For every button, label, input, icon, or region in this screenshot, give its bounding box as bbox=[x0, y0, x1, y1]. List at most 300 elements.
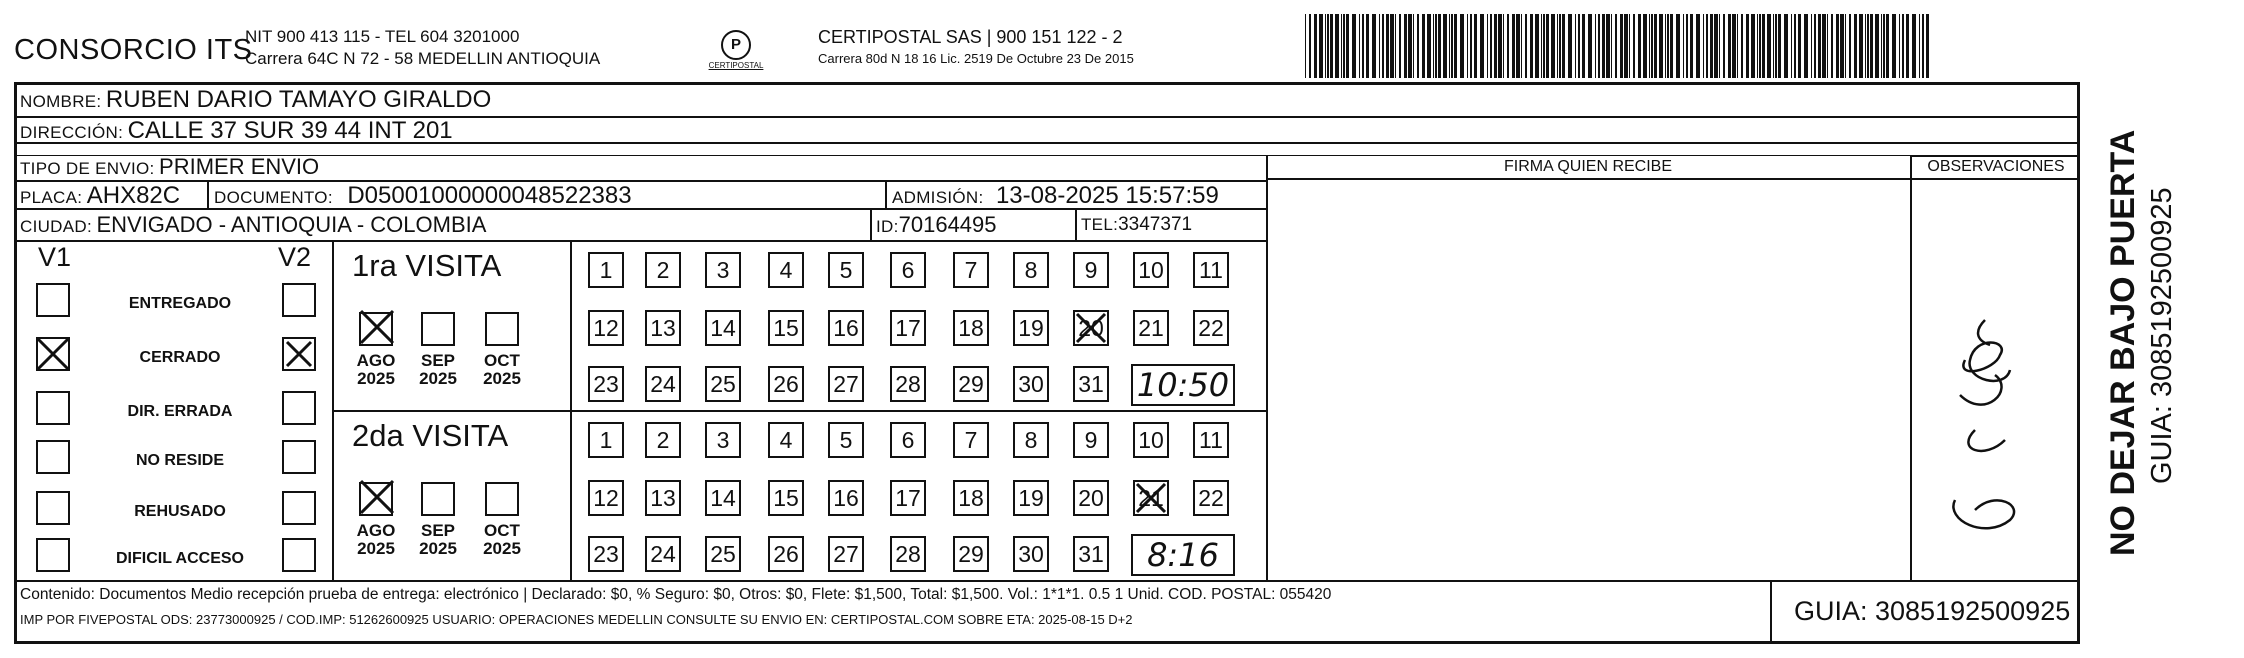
barcode-bar bbox=[1654, 14, 1657, 78]
day-box[interactable]: 18 bbox=[953, 480, 989, 516]
barcode-bar bbox=[1470, 14, 1472, 78]
ciudad-value: ENVIGADO - ANTIOQUIA - COLOMBIA bbox=[96, 212, 487, 237]
barcode-bar bbox=[1822, 14, 1826, 78]
day-box[interactable]: 23 bbox=[588, 366, 624, 402]
company-nit: NIT 900 413 115 - TEL 604 3201000 bbox=[245, 27, 520, 46]
barcode-bar bbox=[1327, 14, 1329, 78]
day-box[interactable]: 28 bbox=[890, 536, 926, 572]
month-year: 2025 bbox=[483, 369, 521, 388]
day-box[interactable]: 28 bbox=[890, 366, 926, 402]
v2-checkbox[interactable] bbox=[282, 440, 316, 474]
barcode-bar bbox=[1870, 14, 1873, 78]
day-box[interactable]: 29 bbox=[953, 366, 989, 402]
side-warning: NO DEJAR BAJO PUERTA bbox=[2104, 129, 2142, 556]
day-box[interactable]: 14 bbox=[705, 310, 741, 346]
ciudad-label: CIUDAD: bbox=[20, 217, 92, 236]
barcode-bar bbox=[1399, 14, 1401, 78]
visit-time: 8:16 bbox=[1131, 534, 1235, 576]
v2-label: V2 bbox=[278, 242, 312, 272]
barcode-bar bbox=[1624, 14, 1628, 78]
barcode-bar bbox=[1620, 14, 1623, 78]
day-box[interactable]: 9 bbox=[1073, 422, 1109, 458]
barcode-bar bbox=[1543, 14, 1545, 78]
barcode-bar bbox=[1325, 14, 1326, 78]
barcode-bar bbox=[1557, 14, 1558, 78]
barcode-bar bbox=[1912, 14, 1916, 78]
day-box[interactable]: 22 bbox=[1193, 310, 1229, 346]
barcode-bar bbox=[1382, 14, 1384, 78]
barcode-bar bbox=[1638, 14, 1641, 78]
visit-title: 1ra VISITA bbox=[352, 248, 502, 283]
day-box[interactable]: 21 bbox=[1133, 310, 1169, 346]
v1-checkbox[interactable] bbox=[36, 391, 70, 425]
month-name: OCT bbox=[484, 351, 520, 370]
v1-label: V1 bbox=[38, 242, 72, 272]
barcode-bar bbox=[1919, 14, 1920, 78]
day-box[interactable]: 19 bbox=[1013, 310, 1049, 346]
company-info bbox=[245, 26, 600, 70]
month-checkbox[interactable] bbox=[359, 482, 393, 516]
day-box[interactable]: 2 bbox=[645, 252, 681, 288]
visit-title: 2da VISITA bbox=[352, 418, 509, 453]
v2-checkbox[interactable] bbox=[282, 337, 316, 371]
courier-name: CERTIPOSTAL SAS | 900 151 122 - 2 bbox=[818, 27, 1123, 47]
barcode-bar bbox=[1615, 14, 1617, 78]
status-label: ENTREGADO bbox=[128, 295, 232, 312]
barcode-bar bbox=[1683, 14, 1684, 78]
barcode-bar bbox=[1433, 14, 1434, 78]
barcode-bar bbox=[1541, 14, 1542, 78]
day-box[interactable]: 5 bbox=[828, 252, 864, 288]
barcode-bar bbox=[1530, 14, 1533, 78]
month-label bbox=[352, 522, 400, 558]
month-name: AGO bbox=[356, 521, 396, 540]
barcode-bar bbox=[1551, 14, 1555, 78]
day-box[interactable]: 31 bbox=[1073, 536, 1109, 572]
day-box[interactable]: 11 bbox=[1193, 422, 1229, 458]
barcode-bar bbox=[1633, 14, 1635, 78]
id-value: 70164495 bbox=[898, 212, 997, 237]
barcode-bar bbox=[1667, 14, 1669, 78]
v2-checkbox[interactable] bbox=[282, 391, 316, 425]
barcode-bar bbox=[1546, 14, 1549, 78]
month-year: 2025 bbox=[419, 369, 457, 388]
status-label: CERRADO bbox=[139, 349, 221, 366]
day-box[interactable]: 20 bbox=[1073, 310, 1109, 346]
barcode-bar bbox=[1521, 14, 1522, 78]
barcode-bar bbox=[1578, 14, 1580, 78]
nombre-row bbox=[20, 86, 491, 114]
month-label bbox=[414, 522, 462, 558]
barcode-bar bbox=[1598, 14, 1600, 78]
barcode-bar bbox=[1535, 14, 1539, 78]
status-label: DIFICIL ACCESO bbox=[115, 550, 244, 567]
day-box[interactable]: 24 bbox=[645, 536, 681, 572]
tel-row bbox=[1081, 214, 1192, 236]
barcode-bar bbox=[1359, 14, 1360, 78]
barcode-bar bbox=[1892, 14, 1896, 78]
barcode-bar bbox=[1849, 14, 1851, 78]
barcode-bar bbox=[1696, 14, 1700, 78]
barcode-bar bbox=[1883, 14, 1885, 78]
id-label: ID: bbox=[876, 217, 899, 236]
barcode-bar bbox=[1562, 14, 1565, 78]
month-year: 2025 bbox=[357, 539, 395, 558]
barcode-bar bbox=[1366, 14, 1369, 78]
barcode-bar bbox=[1804, 14, 1808, 78]
barcode-bar bbox=[1865, 14, 1866, 78]
month-label bbox=[414, 352, 462, 388]
day-box[interactable]: 22 bbox=[1193, 480, 1229, 516]
day-box[interactable]: 18 bbox=[953, 310, 989, 346]
barcode-bar bbox=[1854, 14, 1857, 78]
barcode-bar bbox=[1582, 14, 1585, 78]
barcode-bar bbox=[1827, 14, 1828, 78]
barcode-bar bbox=[1775, 14, 1777, 78]
day-box[interactable]: 14 bbox=[705, 480, 741, 516]
barcode-bar bbox=[1525, 14, 1527, 78]
day-box[interactable]: 12 bbox=[588, 480, 624, 516]
barcode-bar bbox=[1330, 14, 1333, 78]
barcode-bar bbox=[1490, 14, 1492, 78]
barcode-bar bbox=[1881, 14, 1882, 78]
company-name: CONSORCIO ITS bbox=[14, 34, 253, 66]
barcode-bar bbox=[1512, 14, 1515, 78]
day-box[interactable]: 6 bbox=[890, 422, 926, 458]
status-label: REHUSADO bbox=[134, 503, 226, 520]
barcode-bar bbox=[1319, 14, 1323, 78]
tipo-label: TIPO DE ENVIO: bbox=[20, 159, 155, 178]
barcode-bar bbox=[1314, 14, 1317, 78]
barcode-bar bbox=[1794, 14, 1796, 78]
day-box[interactable]: 9 bbox=[1073, 252, 1109, 288]
placa-value: AHX82C bbox=[86, 182, 181, 209]
v2-checkbox[interactable] bbox=[282, 283, 316, 317]
barcode-bar bbox=[1341, 14, 1342, 78]
barcode-bar bbox=[1836, 14, 1839, 78]
barcode-bar bbox=[1710, 14, 1713, 78]
barcode-bar bbox=[1352, 14, 1356, 78]
barcode-bar bbox=[1346, 14, 1349, 78]
footer-imp: IMP POR FIVEPOSTAL ODS: 23773000925 / COD.IMP: 51262600925 USUARIO: OPERACIONES MEDELLIN CONSULTE SU ENVIO EN: CERTIPOSTAL.COM SOBRE ETA: 2025-08-15 D+2 bbox=[20, 612, 1133, 627]
barcode-bar bbox=[1818, 14, 1821, 78]
courier-address: Carrera 80d N 18 16 Lic. 2519 De Octubre 23 De 2015 bbox=[818, 51, 1134, 66]
barcode-bar bbox=[1719, 14, 1720, 78]
v2-checkbox[interactable] bbox=[282, 491, 316, 525]
placa-row bbox=[20, 182, 180, 210]
documento-value: D05001000000048522383 bbox=[347, 182, 632, 209]
day-box[interactable]: 11 bbox=[1193, 252, 1229, 288]
day-box[interactable]: 24 bbox=[645, 366, 681, 402]
month-checkbox[interactable] bbox=[485, 482, 519, 516]
month-year: 2025 bbox=[357, 369, 395, 388]
barcode-bar bbox=[1732, 14, 1736, 78]
id-row bbox=[876, 212, 997, 238]
barcode-bar bbox=[1791, 14, 1792, 78]
day-box[interactable]: 26 bbox=[768, 366, 804, 402]
barcode-bar bbox=[1467, 14, 1468, 78]
barcode-bar bbox=[1859, 14, 1863, 78]
barcode-bar bbox=[1404, 14, 1407, 78]
day-box[interactable]: 7 bbox=[953, 252, 989, 288]
barcode-bar bbox=[1372, 14, 1376, 78]
divider bbox=[1266, 155, 1268, 582]
barcode-bar bbox=[1875, 14, 1879, 78]
divider bbox=[885, 180, 887, 210]
barcode-bar bbox=[1449, 14, 1450, 78]
day-box[interactable]: 8 bbox=[1013, 252, 1049, 288]
day-box[interactable]: 15 bbox=[768, 310, 804, 346]
barcode-bar bbox=[1690, 14, 1693, 78]
barcode-bar bbox=[1902, 14, 1904, 78]
day-box[interactable]: 31 bbox=[1073, 366, 1109, 402]
day-box[interactable]: 3 bbox=[705, 422, 741, 458]
barcode-bar bbox=[1498, 14, 1502, 78]
barcode-bar bbox=[1659, 14, 1663, 78]
documento-label: DOCUMENTO: bbox=[214, 188, 333, 207]
documento-row bbox=[214, 182, 632, 210]
barcode-bar bbox=[1706, 14, 1708, 78]
barcode-bar bbox=[1362, 14, 1364, 78]
day-box[interactable]: 4 bbox=[768, 252, 804, 288]
v1-checkbox[interactable] bbox=[36, 538, 70, 572]
divider bbox=[1075, 208, 1077, 240]
divider bbox=[332, 240, 334, 580]
barcode-icon bbox=[1305, 14, 1935, 78]
tel-label: TEL: bbox=[1081, 215, 1119, 234]
barcode-bar bbox=[1343, 14, 1345, 78]
barcode-bar bbox=[1906, 14, 1909, 78]
barcode-bar bbox=[1741, 14, 1743, 78]
v1-checkbox[interactable] bbox=[36, 337, 70, 371]
barcode-bar bbox=[1629, 14, 1630, 78]
day-box[interactable]: 7 bbox=[953, 422, 989, 458]
day-box[interactable]: 8 bbox=[1013, 422, 1049, 458]
barcode-bar bbox=[1454, 14, 1457, 78]
visit-time: 10:50 bbox=[1131, 364, 1235, 406]
barcode-bar bbox=[1568, 14, 1572, 78]
barcode-bar bbox=[1595, 14, 1596, 78]
barcode-bar bbox=[1778, 14, 1781, 78]
day-box[interactable]: 5 bbox=[828, 422, 864, 458]
nombre-label: NOMBRE: bbox=[20, 92, 102, 111]
barcode-bar bbox=[1427, 14, 1431, 78]
day-box[interactable]: 10 bbox=[1133, 252, 1169, 288]
day-box[interactable]: 10 bbox=[1133, 422, 1169, 458]
divider bbox=[332, 410, 1266, 412]
day-box[interactable]: 29 bbox=[953, 536, 989, 572]
day-box[interactable]: 16 bbox=[828, 310, 864, 346]
barcode-bar bbox=[1831, 14, 1833, 78]
month-checkbox[interactable] bbox=[359, 312, 393, 346]
day-box[interactable]: 13 bbox=[645, 310, 681, 346]
barcode-bar bbox=[1422, 14, 1425, 78]
courier-info bbox=[818, 26, 1134, 70]
day-box[interactable]: 15 bbox=[768, 480, 804, 516]
day-box[interactable]: 17 bbox=[890, 480, 926, 516]
v1-checkbox[interactable] bbox=[36, 283, 70, 317]
barcode-bar bbox=[1651, 14, 1653, 78]
admision-label: ADMISIÓN: bbox=[892, 188, 984, 207]
logo-icon: P bbox=[721, 30, 751, 60]
day-box[interactable]: 3 bbox=[705, 252, 741, 288]
day-box[interactable]: 16 bbox=[828, 480, 864, 516]
barcode-bar bbox=[1676, 14, 1680, 78]
side-guia: GUIA: 3085192500925 bbox=[2146, 187, 2178, 484]
barcode-bar bbox=[1494, 14, 1497, 78]
barcode-bar bbox=[1487, 14, 1488, 78]
company-address: Carrera 64C N 72 - 58 MEDELLIN ANTIOQUIA bbox=[245, 49, 601, 68]
day-box[interactable]: 1 bbox=[588, 252, 624, 288]
divider bbox=[870, 208, 872, 240]
barcode-bar bbox=[1460, 14, 1464, 78]
barcode-bar bbox=[1335, 14, 1339, 78]
month-year: 2025 bbox=[419, 539, 457, 558]
barcode-bar bbox=[1899, 14, 1900, 78]
footer-contenido: Contenido: Documentos Medio recepción prueba de entrega: electrónico | Declarado: $0, % Seguro: $0, Otros: $0, Flete: $1,500, Total: $1,500. Vol.: 1*1*1. 0.5 1 Unid. COD. POSTAL: 055420 bbox=[20, 586, 1332, 603]
month-name: SEP bbox=[420, 351, 456, 370]
barcode-bar bbox=[1435, 14, 1437, 78]
tipo-row bbox=[20, 154, 319, 180]
barcode-bar bbox=[1379, 14, 1380, 78]
status-label: NO RESIDE bbox=[135, 452, 224, 469]
day-box[interactable]: 2 bbox=[645, 422, 681, 458]
barcode-bar bbox=[1762, 14, 1765, 78]
barcode-bar bbox=[1643, 14, 1647, 78]
barcode-bar bbox=[1886, 14, 1889, 78]
barcode-bar bbox=[1413, 14, 1414, 78]
barcode-bar bbox=[1386, 14, 1389, 78]
barcode-bar bbox=[1480, 14, 1484, 78]
observaciones-label: OBSERVACIONES bbox=[1927, 158, 2065, 175]
barcode-bar bbox=[1686, 14, 1688, 78]
tel-value: 3347371 bbox=[1118, 214, 1193, 235]
barcode-bar bbox=[1784, 14, 1788, 78]
logo-caption: CERTIPOSTAL bbox=[708, 61, 764, 70]
month-checkbox[interactable] bbox=[421, 482, 455, 516]
barcode-bar bbox=[1575, 14, 1576, 78]
day-box[interactable]: 30 bbox=[1013, 536, 1049, 572]
v1-checkbox[interactable] bbox=[36, 440, 70, 474]
day-box[interactable]: 6 bbox=[890, 252, 926, 288]
month-label bbox=[352, 352, 400, 388]
v2-checkbox[interactable] bbox=[282, 538, 316, 572]
barcode-bar bbox=[1845, 14, 1846, 78]
month-year: 2025 bbox=[483, 539, 521, 558]
barcode-bar bbox=[1757, 14, 1758, 78]
admision-value: 13-08-2025 15:57:59 bbox=[995, 182, 1219, 209]
day-box[interactable]: 27 bbox=[828, 536, 864, 572]
barcode-bar bbox=[1926, 14, 1929, 78]
barcode-bar bbox=[1714, 14, 1718, 78]
day-box[interactable]: 19 bbox=[1013, 480, 1049, 516]
day-box[interactable]: 25 bbox=[705, 366, 741, 402]
day-box[interactable]: 12 bbox=[588, 310, 624, 346]
day-box[interactable]: 30 bbox=[1013, 366, 1049, 402]
day-box[interactable]: 25 bbox=[705, 536, 741, 572]
barcode-bar bbox=[1922, 14, 1924, 78]
barcode-bar bbox=[1665, 14, 1666, 78]
month-name: AGO bbox=[356, 351, 396, 370]
firma-label: FIRMA QUIEN RECIBE bbox=[1503, 158, 1673, 175]
barcode-bar bbox=[1811, 14, 1812, 78]
barcode-bar bbox=[1703, 14, 1704, 78]
month-checkbox[interactable] bbox=[485, 312, 519, 346]
v1-checkbox[interactable] bbox=[36, 491, 70, 525]
day-box[interactable]: 20 bbox=[1073, 480, 1109, 516]
barcode-bar bbox=[1611, 14, 1612, 78]
barcode-bar bbox=[1559, 14, 1561, 78]
barcode-bar bbox=[1737, 14, 1738, 78]
barcode-bar bbox=[1728, 14, 1731, 78]
barcode-bar bbox=[1751, 14, 1755, 78]
certipostal-logo bbox=[706, 30, 766, 70]
barcode-bar bbox=[1814, 14, 1816, 78]
direccion-label: DIRECCIÓN: bbox=[20, 123, 124, 142]
barcode-bar bbox=[1767, 14, 1771, 78]
divider bbox=[207, 180, 209, 210]
signature-scribble bbox=[1915, 300, 2065, 540]
tipo-value: PRIMER ENVIO bbox=[159, 154, 320, 179]
barcode-bar bbox=[1649, 14, 1650, 78]
month-label bbox=[478, 522, 526, 558]
day-box[interactable]: 26 bbox=[768, 536, 804, 572]
month-name: OCT bbox=[484, 521, 520, 540]
placa-label: PLACA: bbox=[20, 188, 83, 207]
barcode-bar bbox=[1438, 14, 1441, 78]
day-box[interactable]: 21 bbox=[1133, 480, 1169, 516]
direccion-row bbox=[20, 117, 453, 145]
barcode-bar bbox=[1773, 14, 1774, 78]
month-name: SEP bbox=[420, 521, 456, 540]
barcode-bar bbox=[1516, 14, 1520, 78]
divider bbox=[14, 240, 1266, 242]
divider bbox=[570, 240, 572, 580]
barcode-bar bbox=[1443, 14, 1447, 78]
day-box[interactable]: 27 bbox=[828, 366, 864, 402]
divider bbox=[1770, 580, 1772, 642]
day-box[interactable]: 23 bbox=[588, 536, 624, 572]
barcode-bar bbox=[1474, 14, 1477, 78]
barcode-bar bbox=[1451, 14, 1453, 78]
status-label: DIR. ERRADA bbox=[127, 403, 233, 420]
day-box[interactable]: 17 bbox=[890, 310, 926, 346]
barcode-bar bbox=[1390, 14, 1394, 78]
nombre-value: RUBEN DARIO TAMAYO GIRALDO bbox=[105, 86, 492, 113]
day-box[interactable]: 1 bbox=[588, 422, 624, 458]
barcode-bar bbox=[1840, 14, 1844, 78]
day-box[interactable]: 4 bbox=[768, 422, 804, 458]
month-label bbox=[478, 352, 526, 388]
barcode-bar bbox=[1408, 14, 1412, 78]
divider bbox=[1910, 155, 1912, 582]
month-checkbox[interactable] bbox=[421, 312, 455, 346]
barcode-bar bbox=[1602, 14, 1605, 78]
barcode-bar bbox=[1759, 14, 1761, 78]
barcode-bar bbox=[1305, 14, 1306, 78]
barcode-bar bbox=[1395, 14, 1396, 78]
direccion-value: CALLE 37 SUR 39 44 INT 201 bbox=[127, 117, 453, 144]
barcode-bar bbox=[1723, 14, 1725, 78]
footer-guia: GUIA: 3085192500925 bbox=[1794, 596, 2071, 626]
ciudad-row bbox=[20, 212, 486, 238]
barcode-bar bbox=[1670, 14, 1673, 78]
barcode-bar bbox=[1503, 14, 1504, 78]
day-box[interactable]: 13 bbox=[645, 480, 681, 516]
barcode-bar bbox=[1867, 14, 1869, 78]
barcode-bar bbox=[1309, 14, 1311, 78]
barcode-bar bbox=[1588, 14, 1592, 78]
